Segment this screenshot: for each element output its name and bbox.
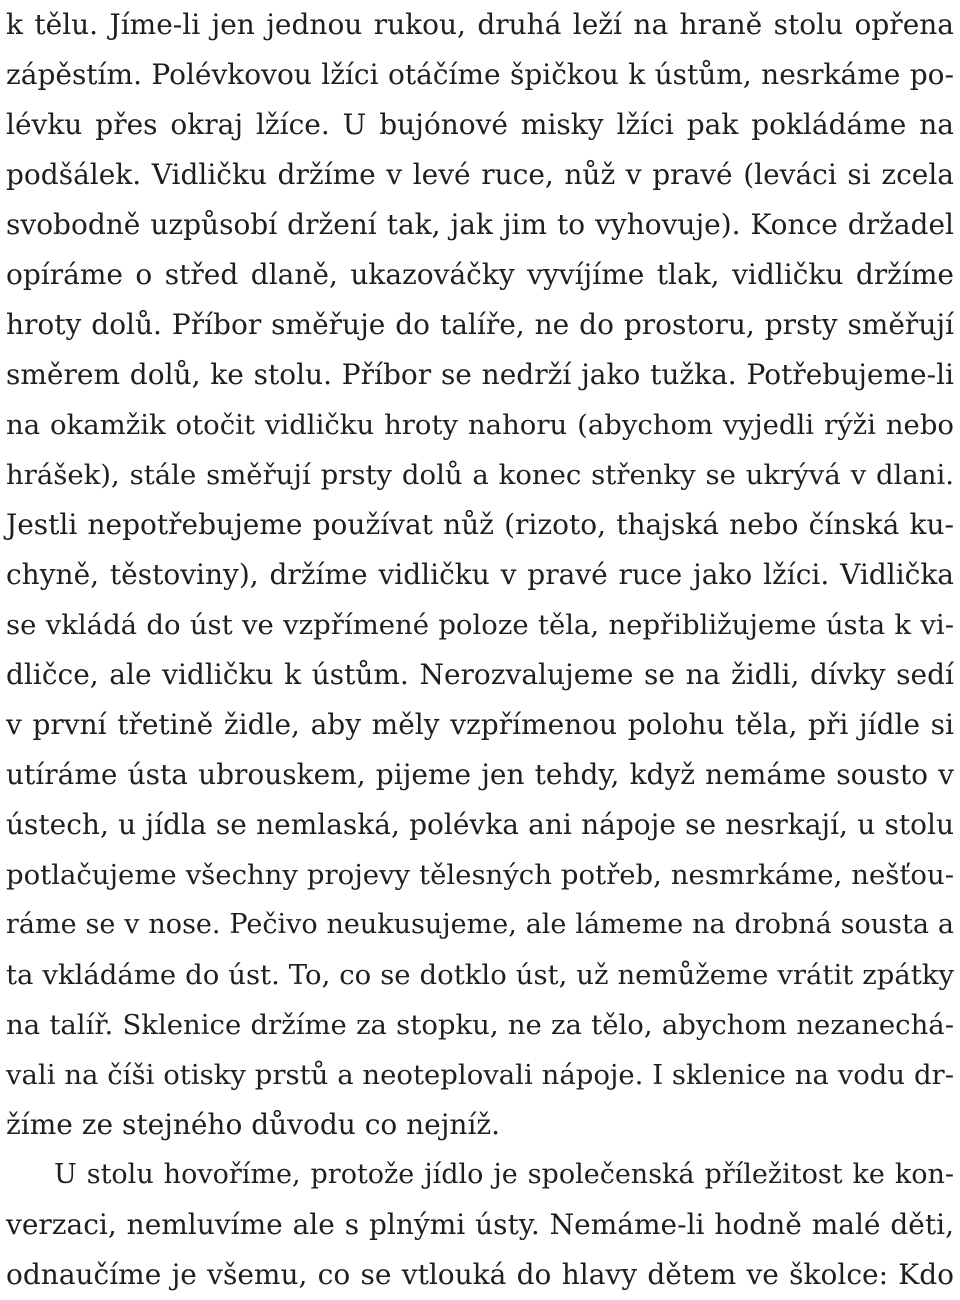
text-line: ráme se v nose. Pečivo neukusujeme, ale lámeme na drobná sousta a [6, 909, 954, 940]
text-line: hroty dolů. Příbor směřuje do talíře, ne do prostoru, prsty směřují [6, 308, 954, 341]
text-line: směrem dolů, ke stolu. Příbor se nedrží jako tužka. Potřebujeme-li [6, 358, 954, 391]
text-line: potlačujeme všechny projevy tělesných potřeb, nesmrkáme, nešťou- [6, 859, 954, 891]
text-line: verzaci, nemluvíme ale s plnými ústy. Nemáme-li hodně malé děti, [6, 1208, 954, 1241]
text-line: se vkládá do úst ve vzpřímené poloze těla, nepřibližujeme ústa k vi- [6, 609, 954, 641]
text-line: opíráme o střed dlaně, ukazováčky vyvíjíme tlak, vidličku držíme [6, 258, 954, 291]
text-line: hrášek), stále směřují prsty dolů a konec střenky se ukrývá v dlani. [6, 459, 954, 491]
text-line: k tělu. Jíme-li jen jednou rukou, druhá leží na hraně stolu opřena [6, 8, 954, 41]
text-line: žíme ze stejného důvodu co nejníž. [6, 1108, 501, 1141]
text-line: utíráme ústa ubrouskem, pijeme jen tehdy, když nemáme sousto v [6, 758, 954, 791]
text-line: zápěstím. Polévkovou lžíci otáčíme špičkou k ústům, nesrkáme po- [6, 58, 954, 91]
text-line: odnaučíme je všemu, co se vtlouká do hlavy dětem ve školce: Kdo [6, 1258, 954, 1291]
text-line: na talíř. Sklenice držíme za stopku, ne za tělo, abychom nezanechá- [6, 1009, 954, 1041]
text-line: svobodně uzpůsobí držení tak, jak jim to vyhovuje). Konce držadel [6, 208, 954, 241]
text-line: Jestli nepotřebujeme používat nůž (rizoto, thajská nebo čínská ku- [6, 508, 954, 541]
text-line: vali na číši otisky prstů a neoteplovali nápoje. I sklenice na vodu dr- [6, 1059, 954, 1091]
text-line: chyně, těstoviny), držíme vidličku v pravé ruce jako lžíci. Vidlička [6, 558, 954, 591]
text-line: lévku přes okraj lžíce. U bujónové misky lžíci pak pokládáme na [6, 108, 954, 141]
text-line: U stolu hovoříme, protože jídlo je společenská příležitost ke kon- [54, 1159, 954, 1190]
text-line: podšálek. Vidličku držíme v levé ruce, nůž v pravé (leváci si zcela [6, 158, 954, 191]
text-line: ústech, u jídla se nemlaská, polévka ani nápoje se nesrkají, u stolu [6, 808, 954, 841]
text-line: na okamžik otočit vidličku hroty nahoru (abychom vyjedli rýži nebo [6, 409, 954, 441]
text-line: v první třetině židle, aby měly vzpřímenou polohu těla, při jídle si [6, 708, 954, 741]
text-line: ta vkládáme do úst. To, co se dotklo úst, už nemůžeme vrátit zpátky [6, 959, 954, 991]
text-line: dličce, ale vidličku k ústům. Nerozvalujeme se na židli, dívky sedí [6, 658, 954, 691]
